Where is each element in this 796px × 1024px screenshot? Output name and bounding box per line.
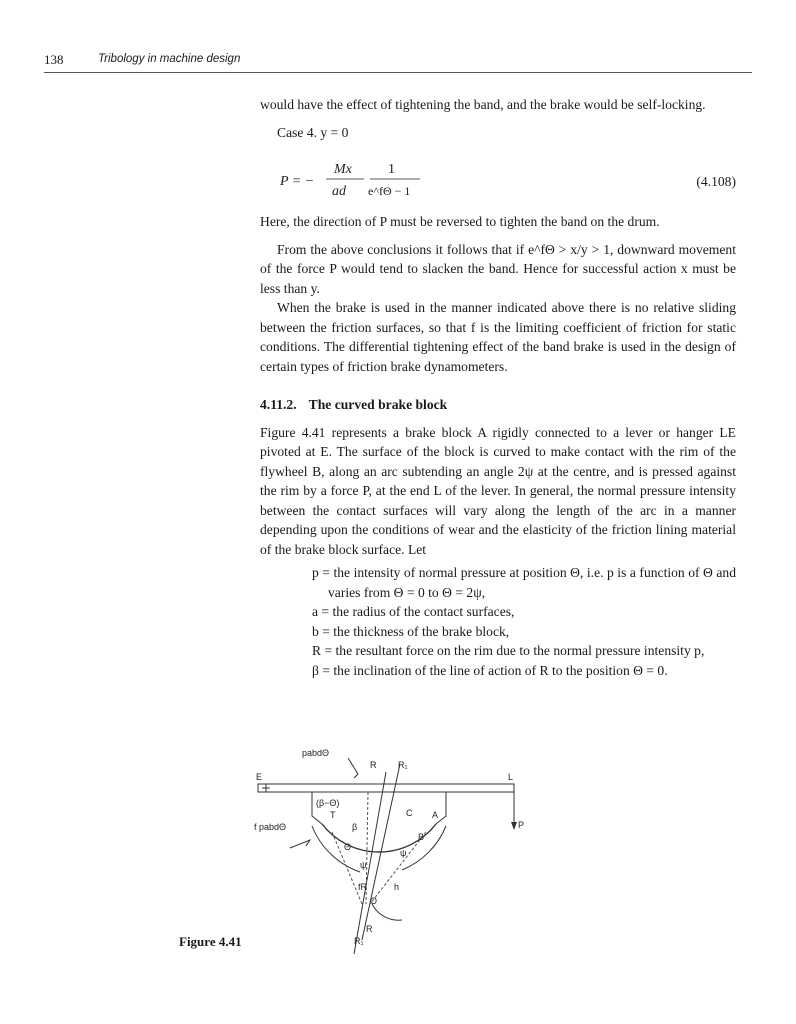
section-number: 4.11.2. — [260, 397, 297, 412]
equation-number: (4.108) — [696, 174, 736, 189]
label-t: T — [330, 810, 336, 820]
label-theta: Θ — [344, 842, 352, 852]
label-beta-theta: (β−Θ) — [316, 798, 340, 808]
running-title: Tribology in machine design — [98, 53, 241, 65]
label-o: O — [370, 896, 378, 906]
radius-line — [370, 832, 426, 904]
definition-item: b = the thickness of the brake block, — [312, 623, 510, 639]
label-e: E — [256, 772, 263, 782]
equation-factor-denominator: e^fΘ − 1 — [368, 184, 411, 198]
label-r-lower: R — [366, 924, 373, 934]
label-psi-left: ψ — [360, 860, 367, 870]
force-pabd-arrow — [348, 758, 358, 778]
figure-4-41-diagram — [250, 744, 540, 974]
paragraph: Figure 4.41 represents a brake block A rigidly connected to a lever or hanger LE pivoted at E. The surface of the block is curved to make contact with the rim of the flywheel B, along an arc subtending an angle 2ψ at the centre, and is pressed against the rim by a force P, at the end L of the lever. In general, the normal pressure intensity between the contact surfaces will vary along the length of the arc in a manner depending upon the conditions of wear and the elasticity of the friction lining material of the brake block surface. Let — [260, 424, 736, 557]
label-fr: fR — [358, 882, 367, 892]
body-text-top — [260, 95, 736, 142]
label-a: A — [432, 810, 439, 820]
definition-item: R = the resultant force on the rim due to the normal pressure intensity p, — [312, 643, 705, 658]
figure-caption: Figure 4.41 — [179, 934, 242, 949]
definition-item: a = the radius of the contact surfaces, — [312, 604, 515, 619]
definition-list — [312, 563, 736, 680]
case-heading: Case 4. y = 0 — [277, 124, 349, 140]
flywheel-rim — [312, 826, 360, 872]
section-heading — [260, 395, 736, 415]
section-title: The curved brake block — [308, 397, 448, 412]
definition-item: p = the intensity of normal pressure at position Θ, i.e. p is a function of Θ and varies from Θ = 0 to Θ = 2ψ, — [312, 565, 736, 600]
label-r1-lower: R₁ — [354, 936, 364, 946]
label-psi-right: ψ — [400, 848, 407, 858]
lever-bar — [258, 784, 514, 792]
label-r1: R₁ — [398, 760, 408, 770]
force-fpabd-arrow — [290, 840, 310, 848]
label-c: C — [406, 808, 413, 818]
header-rule — [44, 72, 752, 73]
label-pabd: pabdΘ — [302, 748, 330, 758]
label-beta: β — [352, 822, 358, 832]
equation-factor-numerator: 1 — [388, 162, 395, 177]
label-h: h — [394, 882, 400, 892]
force-p-arrowhead — [511, 822, 517, 830]
equation-lhs: P = − — [280, 174, 315, 189]
label-p: P — [518, 820, 525, 830]
definition-item: β = the inclination of the line of action of R to the position Θ = 0. — [312, 662, 668, 678]
label-fpabd: f pabdΘ — [254, 822, 287, 832]
equation-graphic — [280, 158, 580, 204]
page-number: 138 — [44, 52, 64, 67]
paragraph: From the above conclusions it follows that if e^fΘ > x/y > 1, downward movement of the force P would tend to slacken the band. Hence for successful action x must be less than y. — [260, 241, 736, 296]
paragraph: would have the effect of tightening the band, and the brake would be self-locking. — [260, 97, 706, 112]
equation-4-108 — [260, 158, 736, 204]
body-text-middle — [260, 212, 736, 680]
resultant-r1-line — [362, 764, 400, 940]
label-b: B — [418, 832, 425, 842]
label-r: R — [370, 760, 377, 770]
label-l: L — [508, 772, 514, 782]
arc-h — [372, 904, 402, 920]
paragraph: When the brake is used in the manner indicated above there is no relative sliding between the friction surfaces, so that f is the limiting coefficient of friction for static conditions. The differential tightening effect of the band brake is used in the design of certain types of friction brake dynamometers. — [260, 300, 736, 374]
equation-denominator: ad — [332, 184, 346, 199]
equation-numerator: Mx — [334, 162, 352, 177]
paragraph: Here, the direction of P must be reversed to tighten the band on the drum. — [260, 214, 660, 229]
